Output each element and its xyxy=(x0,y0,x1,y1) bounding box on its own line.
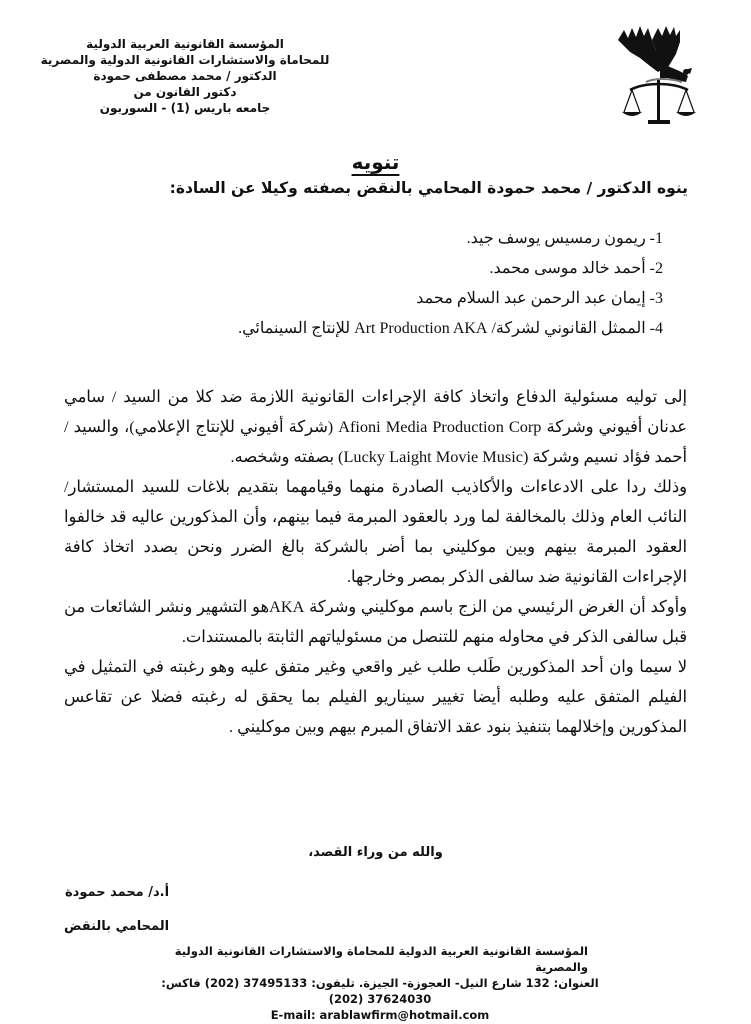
signature-block xyxy=(64,876,169,944)
body-paragraph: إلى توليه مسئولية الدفاع واتخاذ كافة الإجراءات القانونية اللازمة ضد كلا من السيد / سامي عدنان أفيوني وشركة Afioni Media Production Corp (شركة أفيوني للإنتاج الإعلامي)، والسيد / أحمد فؤاد نسيم وشركة (Lucky Laight Movie Music) بصفته وشخصه. xyxy=(64,387,687,466)
closing-phrase: والله من وراء القصد، xyxy=(308,845,443,860)
footer-address: العنوان: 132 شارع النيل- العجوزة- الجيزة. تليفون: 37495133 (202) فاكس: 37624030 (202) xyxy=(161,976,599,1006)
footer xyxy=(150,943,610,1023)
eagle-over-scales-of-justice-icon xyxy=(610,20,710,130)
letterhead-doctor-name: الدكتور / محمد مصطفى حمودة xyxy=(93,69,277,83)
client-item: 2- أحمد خالد موسى محمد. xyxy=(489,260,663,277)
document-title: تنويه xyxy=(351,150,400,174)
client-list xyxy=(238,224,663,344)
letterhead-org-subtitle: للمحاماة والاستشارات القانونية الدولية والمصرية xyxy=(40,53,330,67)
letterhead-org-name: المؤسسة القانونية العربية الدولية xyxy=(86,37,284,51)
signature-title: المحامي بالنقض xyxy=(64,919,170,934)
client-item: 1- ريمون رمسيس يوسف جيد. xyxy=(466,230,663,247)
client-item: 3- إيمان عبد الرحمن عبد السلام محمد xyxy=(416,290,663,307)
body-paragraph: لا سيما وان أحد المذكورين طَلب طلب غير واقعي وغير متفق عليه وهو رغبته في التمثيل في الفيلم المتفق عليه وطلبه أيضا تغيير سيناريو الفيلم بما يحقق له رغبته فضلا عن تقاعس المذكورين وإخلالهما بتنفيذ بنود عقد الاتفاق المبرم بيهم وبين موكليني . xyxy=(64,657,687,736)
letterhead xyxy=(20,36,350,116)
letterhead-degree: دكتور القانون من xyxy=(133,85,237,99)
body-text xyxy=(64,382,687,742)
client-item: 4- الممثل القانوني لشركة/ Art Production AKA للإنتاج السينمائي. xyxy=(238,320,663,337)
body-paragraph: وذلك ردا على الادعاءات والأكاذيب الصادرة منهما وقيامهما بتقديم بلاغات للسيد المستشار/ النائب العام وذلك بالمخالفة لما ورد بالعقود المبرمة فيما بينهم، وأن المذكورين عاليه قد خالفوا العقود المبرمة بينهم وبين موكليني بما أضر بالشركة بالغ الضرر ونحن بصدد اتخاذ كافة الإجراءات القانونية ضد سالفى الذكر بمصر وخارجها. xyxy=(64,477,687,586)
intro-statement: ينوه الدكتور / محمد حمودة المحامي بالنقض بصفته وكيلا عن السادة: xyxy=(169,179,688,197)
body-paragraph: وأوكد أن الغرض الرئيسي من الزج باسم موكليني وشركة AKAهو التشهير ونشر الشائعات من قبل سالفى الذكر في محاوله منهم للتنصل من مسئولياتهم الثابتة بالمستندات. xyxy=(64,597,687,646)
letterhead-university: جامعه باريس (1) - السوربون xyxy=(99,101,271,115)
signature-name: أ.د/ محمد حمودة xyxy=(64,885,170,900)
footer-email[interactable]: E-mail: arablawfirm@hotmail.com xyxy=(270,1008,490,1022)
footer-organization: المؤسسة القانونية العربية الدولية للمحاماة والاستشارات القانونية الدولية والمصرية xyxy=(174,944,588,974)
